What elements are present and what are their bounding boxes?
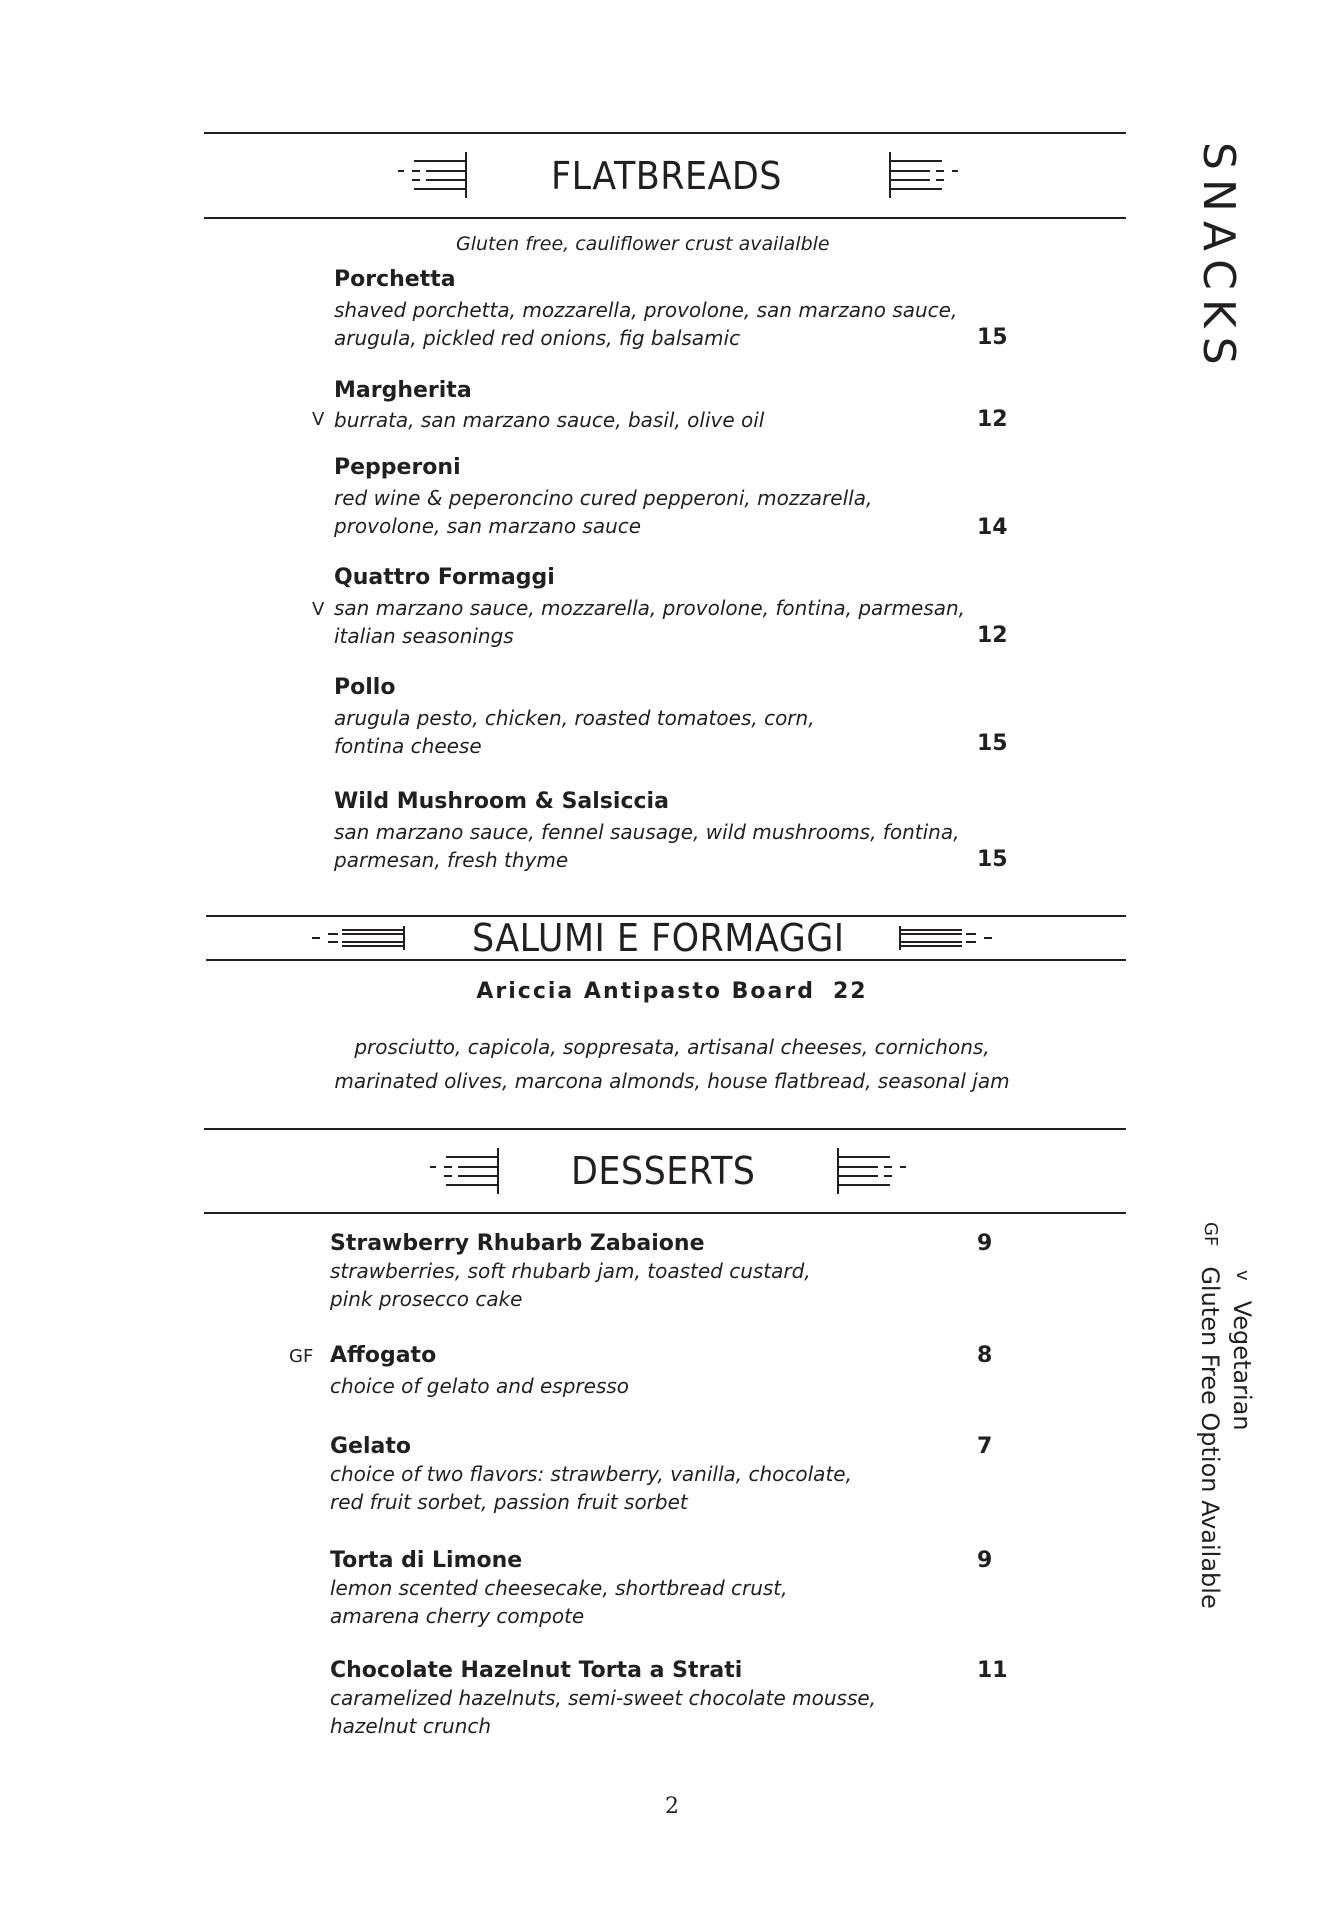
flatbread-item-price: 15 [977,731,1008,756]
dessert-item-price: 8 [977,1343,993,1368]
dessert-item-name: Strawberry Rhubarb Zabaione [330,1231,705,1256]
flatbread-item-desc: arugula pesto, chicken, roasted tomatoes, corn, fontina cheese [334,706,815,758]
legend-gluten-free-symbol: GF [1200,1222,1221,1247]
legend-gluten-free-label: Gluten Free Option Available [1196,1266,1224,1609]
flatbread-item-desc: san marzano sauce, mozzarella, provolone, fontina, parmesan, italian seasonings [334,596,966,648]
flatbread-item-price: 14 [977,515,1008,540]
dessert-item-desc: choice of two flavors: strawberry, vanilla, chocolate, red fruit sorbet, passion fruit sorbet [330,1462,852,1514]
flatbread-item-desc: san marzano sauce, fennel sausage, wild mushrooms, fontina, parmesan, fresh thyme [334,820,960,872]
flatbread-item-name: Wild Mushroom & Salsiccia [334,789,669,814]
desserts-left-ornament-icon [426,1147,502,1195]
page-number: 2 [665,1794,679,1819]
dessert-item-name: Affogato [330,1343,437,1368]
flatbreads-left-ornament-icon [394,151,470,199]
dessert-item-price: 9 [977,1231,993,1256]
dessert-item-price: 11 [977,1658,1008,1683]
flatbreads-right-ornament-icon [886,151,962,199]
flatbread-item-desc: red wine & peperoncino cured pepperoni, mozzarella, provolone, san marzano sauce [334,486,873,538]
desserts-title: DESSERTS [571,1149,756,1193]
antipasto-board-desc: prosciutto, capicola, soppresata, artisanal cheeses, cornichons, marinated olives, marcona almonds, house flatbread, seasonal jam [334,1035,1010,1093]
flatbread-item-price: 12 [977,407,1008,432]
flatbread-item-desc: shaved porchetta, mozzarella, provolone, san marzano sauce, arugula, pickled red onions, fig balsamic [334,298,958,350]
desserts-bottom-rule [204,1212,1126,1214]
flatbread-item-price: 15 [977,325,1008,350]
salumi-left-ornament-icon [308,925,408,951]
desserts-top-rule [204,1128,1126,1130]
dessert-item-name: Gelato [330,1434,411,1459]
dessert-item-price: 9 [977,1548,993,1573]
flatbreads-top-rule [204,132,1126,134]
vegetarian-marker: V [312,409,325,430]
flatbread-item-price: 12 [977,623,1008,648]
flatbread-item-name: Margherita [334,378,472,403]
side-title-snacks: SNACKS [1193,142,1244,374]
legend-vegetarian-symbol: v [1232,1270,1253,1281]
flatbread-item-name: Porchetta [334,267,456,292]
flatbread-item-name: Pepperoni [334,455,461,480]
dessert-item-desc: strawberries, soft rhubarb jam, toasted custard, pink prosecco cake [330,1259,811,1311]
gluten-free-marker: GF [289,1346,314,1367]
antipasto-board-name: Ariccia Antipasto Board [476,979,815,1004]
dessert-item-name: Chocolate Hazelnut Torta a Strati [330,1658,743,1683]
antipasto-board-price: 22 [832,979,868,1004]
flatbread-item-desc: burrata, san marzano sauce, basil, olive oil [334,408,765,432]
flatbreads-bottom-rule [204,217,1126,219]
dessert-item-desc: choice of gelato and espresso [330,1374,630,1398]
vegetarian-marker: V [312,599,325,620]
dessert-item-desc: caramelized hazelnuts, semi-sweet chocolate mousse, hazelnut crunch [330,1686,877,1738]
desserts-right-ornament-icon [834,1147,910,1195]
dessert-item-price: 7 [977,1434,993,1459]
flatbread-item-name: Pollo [334,675,396,700]
antipasto-board-heading [0,981,1344,1003]
dessert-item-desc: lemon scented cheesecake, shortbread crust, amarena cherry compote [330,1576,788,1628]
legend-vegetarian-label: Vegetarian [1228,1300,1256,1431]
salumi-title: SALUMI E FORMAGGI [472,916,845,960]
flatbreads-title: FLATBREADS [551,154,782,198]
flatbread-item-name: Quattro Formaggi [334,565,555,590]
dessert-item-name: Torta di Limone [330,1548,523,1573]
salumi-right-ornament-icon [896,925,996,951]
flatbread-item-price: 15 [977,847,1008,872]
legend-vegetarian [1230,1270,1254,1431]
legend-gluten-free [1198,1222,1222,1609]
flatbreads-gluten-free-note: Gluten free, cauliflower crust availalble [456,233,830,255]
